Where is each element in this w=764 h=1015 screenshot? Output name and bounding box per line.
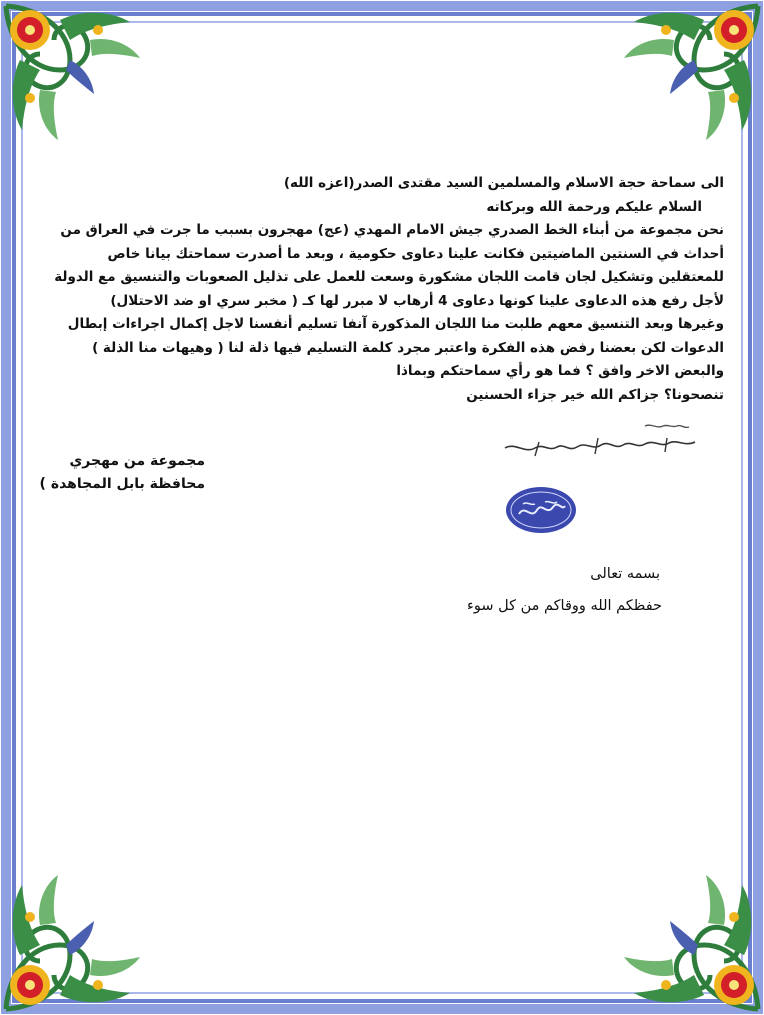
letter-line: نحن مجموعة من أبناء الخط الصدري جيش الامام المهدي (عج) مهجرون بسبب ما جرت في العراق من — [60, 222, 724, 238]
letter-line: تنصحونا؟ جزاكم الله خير جزاء الحسنين — [466, 386, 724, 403]
reply-text: حفظكم الله ووقاكم من كل سوء — [467, 598, 662, 614]
corner-ornament-bottom-right — [624, 875, 758, 1009]
sender-block — [30, 450, 205, 496]
letter-body — [54, 172, 724, 407]
sender-line: مجموعة من مهجري — [69, 453, 205, 469]
letter-line: الدعوات لكن بعضنا رفض هذه الفكرة واعتبر مجرد كلمة التسليم فيها ذلة لنا ( وهيهات منا الذلة ) — [92, 339, 724, 356]
sender-line: محافظة بابل المجاهدة ) — [39, 476, 205, 492]
corner-ornament-top-right — [624, 6, 758, 140]
corner-ornament-bottom-left — [6, 875, 140, 1009]
reply-block — [430, 558, 662, 622]
letter-line: الى سماحة حجة الاسلام والمسلمين السيد مقتدى الصدر(اعزه الله) — [283, 175, 724, 191]
letter-line: للمعتقلين وتشكيل لجان قامت اللجان مشكورة وسعت للعمل على تذليل الصعوبات والتنسيق مع الدولة — [54, 269, 724, 285]
seal-stamp — [503, 484, 579, 536]
handwritten-signature — [495, 412, 725, 467]
letter-line: السلام عليكم ورحمة الله وبركاته — [486, 198, 702, 215]
reply-heading: بسمه تعالى — [590, 566, 660, 582]
letter-line: وغيرها وبعد التنسيق معهم طلبت منا اللجان المذكورة آنفا تسليم أنفسنا لاجل إكمال اجراءات إبطال — [67, 316, 724, 332]
letter-line: والبعض الاخر وافق ؟ فما هو رأي سماحتكم وبماذا — [396, 363, 724, 379]
letter-line: أحداث في السنتين الماضيتين فكانت علينا دعاوى حكومية ، وبعد ما أصدرت سماحتك بيانا خاص — [107, 245, 724, 262]
letter-line: لأجل رفع هذه الدعاوى علينا كونها دعاوى 4 أرهاب لا مبرر لها كـ ( مخبر سري او ضد الاحتلال) — [110, 292, 724, 309]
corner-ornament-top-left — [6, 6, 140, 140]
